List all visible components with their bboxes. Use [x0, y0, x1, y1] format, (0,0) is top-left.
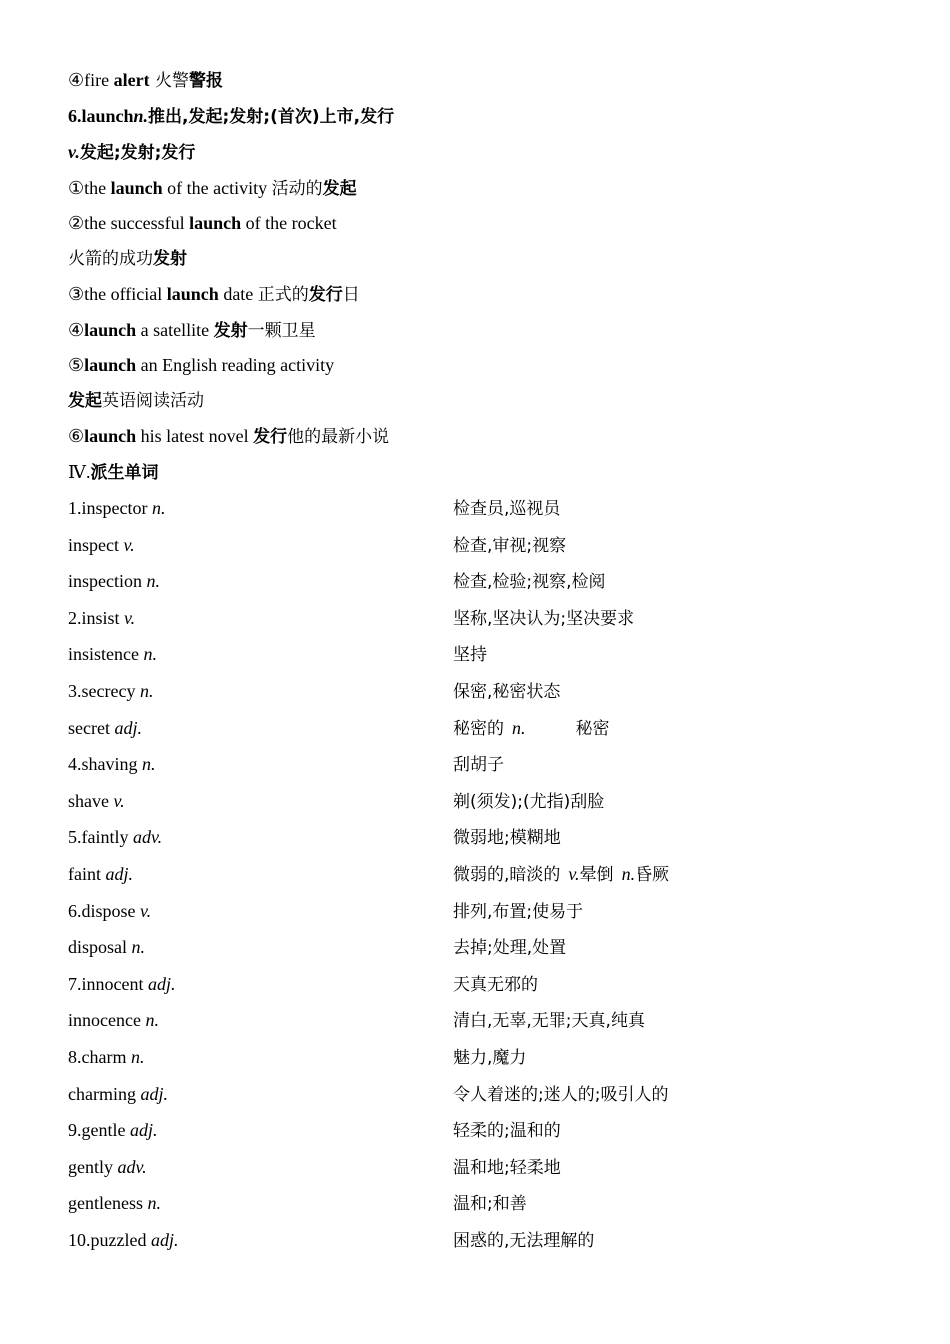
phrase-launch-date: ③the official launch date 正式的发行日	[68, 284, 360, 305]
word-row	[68, 856, 888, 893]
phrase-launch-reading-cn: 发起英语阅读活动	[68, 391, 204, 411]
word-row	[68, 1149, 888, 1186]
word-definition: 坚持	[453, 645, 487, 666]
word-definition: 魅力,魔力	[453, 1047, 527, 1068]
word-definition: 检查,审视;视察	[453, 535, 567, 556]
word-term: charming adj.	[68, 1083, 168, 1104]
word-term: 5.faintly adv.	[68, 827, 163, 848]
word-term: innocence n.	[68, 1010, 159, 1031]
word-definition: 检查,检验;视察,检阅	[453, 572, 606, 593]
word-definition: 微弱的,暗淡的 v.晕倒 n.昏厥	[453, 863, 670, 885]
word-row	[68, 819, 888, 856]
word-row	[68, 527, 888, 564]
word-term: insistence n.	[68, 644, 157, 665]
word-term: 3.secrecy n.	[68, 680, 154, 701]
word-term: 4.shaving n.	[68, 754, 156, 775]
word-term: 9.gentle adj.	[68, 1120, 158, 1141]
word-definition: 令人着迷的;迷人的;吸引人的	[453, 1084, 669, 1105]
word-definition: 天真无邪的	[453, 974, 538, 995]
word-term: 2.insist v.	[68, 607, 136, 628]
word-definition: 坚称,坚决认为;坚决要求	[453, 608, 635, 629]
word-term: gentleness n.	[68, 1193, 161, 1214]
word-definition: 微弱地;模糊地	[453, 828, 561, 849]
word-row	[68, 673, 888, 710]
word-row	[68, 1185, 888, 1222]
word-row	[68, 490, 888, 527]
word-row	[68, 966, 888, 1003]
word-term: disposal n.	[68, 937, 146, 958]
word-row	[68, 893, 888, 930]
word-term: gently adv.	[68, 1156, 147, 1177]
word-term: inspect v.	[68, 534, 135, 555]
word-row	[68, 710, 888, 747]
word-definition: 清白,无辜,无罪;天真,纯真	[453, 1011, 645, 1032]
entry-launch-noun: 6.launchn.推出,发起;发射;(首次)上市,发行	[68, 106, 395, 127]
word-definition: 去掉;处理,处置	[453, 938, 567, 959]
word-definition: 轻柔的;温和的	[453, 1121, 561, 1142]
word-term: inspection n.	[68, 571, 160, 592]
word-row	[68, 636, 888, 673]
section-heading: Ⅳ.派生单词	[68, 462, 159, 483]
document-page	[68, 62, 888, 1258]
word-row	[68, 1222, 888, 1259]
phrase-launch-reading: ⑤launch an English reading activity	[68, 355, 335, 375]
word-definition: 排列,布置;使易于	[453, 901, 584, 922]
word-term: 8.charm n.	[68, 1046, 145, 1067]
phrase-launch-novel: ⑥launch his latest novel 发行他的最新小说	[68, 426, 390, 447]
phrase-fire-alert: ④fire alert 火警警报	[68, 70, 224, 91]
word-definition: 秘密的 n. 秘密	[453, 717, 610, 739]
word-term: shave v.	[68, 790, 125, 811]
word-term: 1.inspector n.	[68, 498, 166, 518]
word-term: 7.innocent adj.	[68, 973, 176, 994]
word-definition: 刮胡子	[453, 755, 504, 776]
word-definition: 保密,秘密状态	[453, 681, 561, 702]
word-row	[68, 746, 888, 783]
word-row	[68, 1002, 888, 1039]
phrase-launch-rocket-cn: 火箭的成功发射	[68, 249, 187, 269]
word-row	[68, 563, 888, 600]
word-term: 10.puzzled adj.	[68, 1229, 179, 1250]
word-row	[68, 1039, 888, 1076]
word-row	[68, 1076, 888, 1113]
word-definition: 温和;和善	[453, 1194, 527, 1215]
word-term: 6.dispose v.	[68, 900, 152, 921]
word-row	[68, 600, 888, 637]
derived-word-list	[68, 490, 888, 1258]
word-definition: 困惑的,无法理解的	[453, 1230, 595, 1251]
word-definition: 检查员,巡视员	[453, 499, 561, 519]
word-row	[68, 929, 888, 966]
word-row	[68, 1112, 888, 1149]
word-definition: 剃(须发);(尤指)刮脸	[453, 791, 605, 812]
phrase-launch-satellite: ④launch a satellite 发射一颗卫星	[68, 320, 316, 341]
word-row	[68, 783, 888, 820]
phrase-launch-rocket: ②the successful launch of the rocket	[68, 213, 337, 233]
entry-launch-verb: v.发起;发射;发行	[68, 142, 196, 163]
word-term: secret adj.	[68, 717, 142, 738]
word-term: faint adj.	[68, 863, 134, 884]
phrase-launch-activity: ①the launch of the activity 活动的发起	[68, 178, 357, 199]
word-definition: 温和地;轻柔地	[453, 1157, 561, 1178]
